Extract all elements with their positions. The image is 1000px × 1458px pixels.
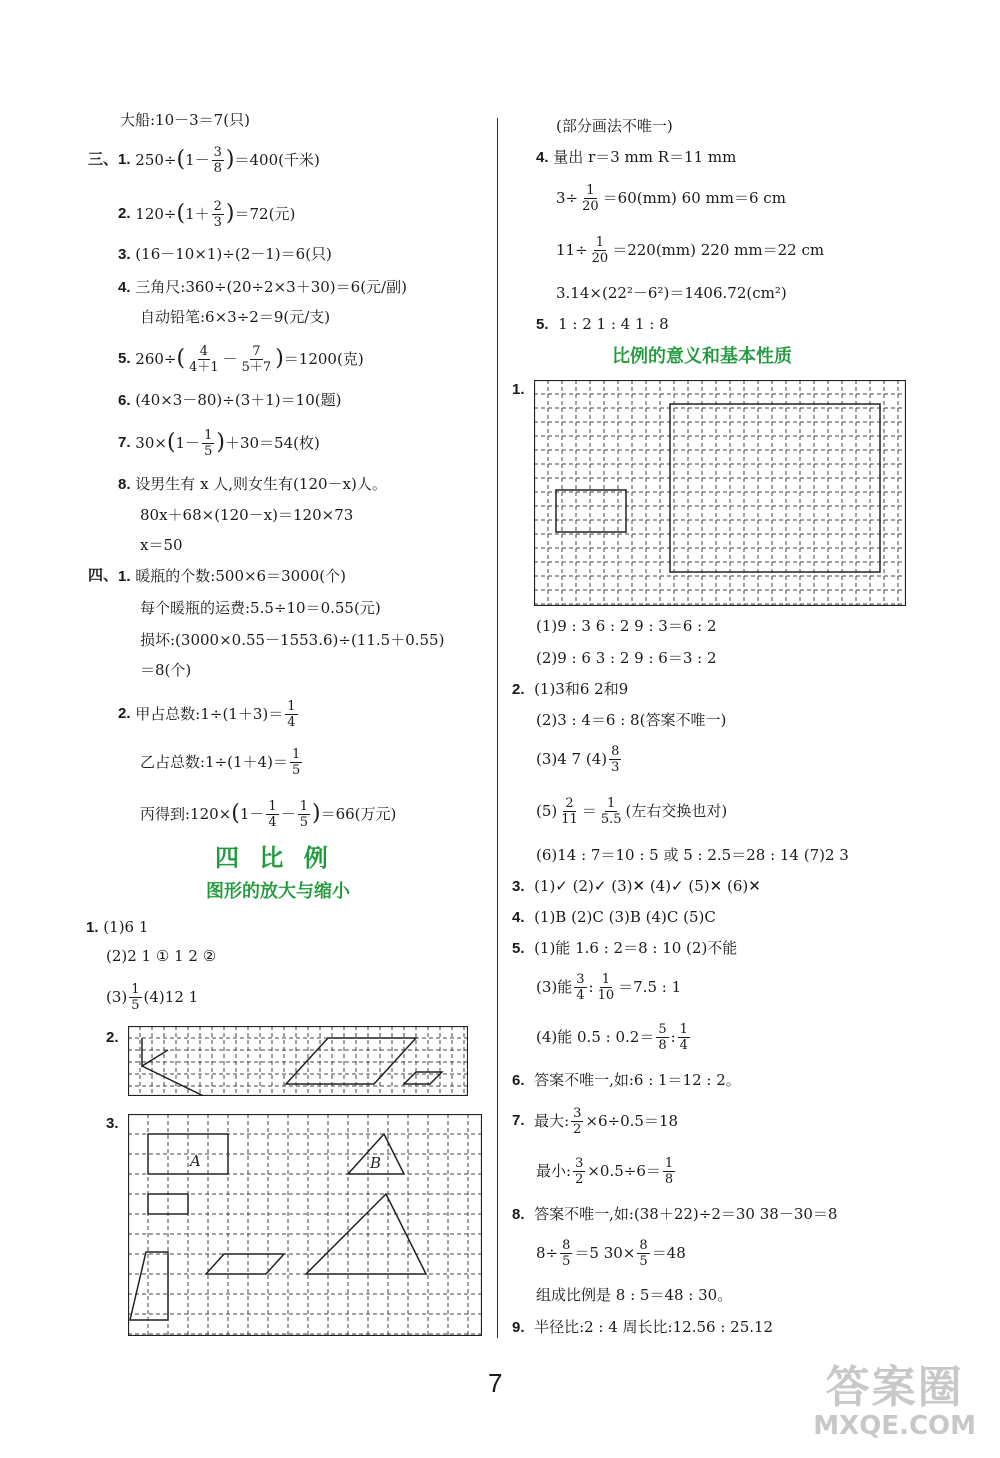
column-divider <box>497 118 498 1338</box>
eq-part: ＝7.5 : 1 <box>618 978 682 996</box>
eq-part: 最小: <box>536 1162 572 1180</box>
s3-q1 <box>118 146 320 174</box>
section-title: 图形的放大与缩小 <box>206 881 350 902</box>
r5 <box>536 314 669 335</box>
denominator: 4 <box>268 814 277 830</box>
eq-part: (3)能 <box>536 978 573 996</box>
label-a: A <box>190 1152 201 1170</box>
k2 <box>512 679 628 700</box>
denominator: 4＋1 <box>189 359 219 375</box>
s3-q5 <box>118 342 364 376</box>
denominator: 2 <box>575 1171 584 1187</box>
page-number: 7 <box>488 1368 503 1398</box>
eq-part: (左右交换也对) <box>625 802 728 820</box>
fraction <box>187 344 221 375</box>
q-number: 3. <box>512 878 525 895</box>
s3-q8 <box>118 474 387 495</box>
k9 <box>512 1317 773 1338</box>
q-number: 1. <box>118 568 131 585</box>
section-title: 比例的意义和基本性质 <box>612 346 792 367</box>
eq-part: ＝60(mm) 60 mm＝6 cm <box>602 189 786 207</box>
q-number: 4. <box>118 279 131 296</box>
fraction <box>590 235 611 266</box>
eq-part: : <box>588 978 594 996</box>
paren: ( <box>176 201 186 226</box>
k6 <box>512 1070 741 1091</box>
eq-part: ＝1200(克) <box>283 350 364 368</box>
numerator: 3 <box>576 971 585 987</box>
eq-part: ＝220(mm) 220 mm＝22 cm <box>612 241 825 259</box>
k1-a: (1)9 : 3 6 : 2 9 : 3＝6 : 2 <box>536 617 717 635</box>
denominator: 5.5 <box>600 811 622 827</box>
q-number: 8. <box>512 1206 525 1223</box>
numerator: 8 <box>639 1237 648 1253</box>
numerator: 8 <box>611 743 620 759</box>
watermark-line1: 答案圈 <box>825 1362 964 1413</box>
r4-c <box>556 234 824 266</box>
fraction <box>298 799 310 830</box>
s4-p2-a <box>118 698 300 730</box>
answer-text: (1)能 1.6 : 2＝8 : 10 (2)不能 <box>534 939 738 957</box>
answer-text: 1 : 2 1 : 4 1 : 8 <box>558 315 669 333</box>
s4-p1-line4: ＝8(个) <box>140 661 192 679</box>
denominator: 8 <box>213 160 222 176</box>
q-number: 5. <box>536 316 549 333</box>
paren: ( <box>231 801 240 826</box>
paren: ) <box>275 346 284 371</box>
small-rectangle <box>148 1194 188 1214</box>
q-number: 4. <box>512 909 525 926</box>
watermark-line2: MXQE.COM <box>813 1411 976 1441</box>
r4-d: 3.14×(22²－6²)＝1406.72(cm²) <box>556 284 787 302</box>
q-number: 8. <box>118 476 131 493</box>
label-b: B <box>370 1154 382 1172</box>
eq-part: 250÷ <box>135 151 177 169</box>
numerator: 1 <box>679 1021 688 1037</box>
s4-p2-c <box>140 798 396 830</box>
answer-text: (16－10×1)÷(2－1)＝6(只) <box>135 245 332 263</box>
denominator: 5 <box>299 814 308 830</box>
denominator: 5＋7 <box>241 359 272 375</box>
denominator: 11 <box>561 811 578 827</box>
denominator: 5 <box>131 997 140 1013</box>
r4 <box>536 147 736 168</box>
denominator: 2 <box>573 1121 582 1137</box>
k1-b: (2)9 : 6 3 : 2 9 : 6＝3 : 2 <box>536 649 717 667</box>
grid-figure-2 <box>128 1026 468 1096</box>
k7-a <box>512 1104 678 1138</box>
eq-part: 1－ <box>175 434 201 452</box>
numerator: 2 <box>213 198 222 214</box>
k1-number: 1. <box>512 381 525 398</box>
fraction <box>202 428 214 459</box>
eq-part: 120÷ <box>135 205 177 223</box>
denominator: 5 <box>562 1253 571 1269</box>
k5-c <box>536 1020 692 1054</box>
eq-part: 11÷ <box>556 241 588 259</box>
parallelogram <box>206 1254 284 1274</box>
s4-p1-line2: 每个暖瓶的运费:5.5÷10＝0.55(元) <box>140 599 381 617</box>
fraction <box>571 1106 583 1137</box>
fraction <box>240 344 274 375</box>
fraction <box>656 1022 668 1053</box>
paren: ( <box>176 346 186 371</box>
numerator: 1 <box>287 698 296 714</box>
q-number: 2. <box>118 205 131 222</box>
k8-c: 组成比例是 8 : 5＝48 : 30。 <box>536 1286 733 1304</box>
eq-part: (4)12 1 <box>143 988 199 1006</box>
section-4-label: 四、 <box>88 567 119 584</box>
numerator: 3 <box>573 1105 582 1121</box>
denominator: 8 <box>658 1037 667 1053</box>
chapter-title: 四 比 例 <box>215 844 334 872</box>
fraction <box>609 744 621 775</box>
numerator: 1 <box>299 798 308 814</box>
denominator: 4 <box>287 714 296 730</box>
e1-b: (2)2 1 ① 1 2 ② <box>106 947 217 965</box>
fraction <box>574 972 586 1003</box>
fraction <box>212 199 224 230</box>
numerator: 2 <box>565 795 574 811</box>
numerator: 1 <box>204 427 213 443</box>
k3 <box>512 876 761 897</box>
eq-part: (4)能 0.5 : 0.2＝ <box>536 1028 655 1046</box>
paren: ) <box>311 801 321 826</box>
trapezoid <box>130 1252 168 1320</box>
numerator: 8 <box>562 1237 571 1253</box>
eq-part: 甲占总数:1÷(1＋3)＝ <box>135 705 284 723</box>
denominator: 4 <box>576 987 585 1003</box>
eq-part: 乙占总数:1÷(1＋4)＝ <box>140 753 288 771</box>
eq-part: : <box>670 1028 676 1046</box>
numerator: 1 <box>607 795 616 811</box>
q-number: 1. <box>118 151 131 168</box>
denominator: 20 <box>591 250 609 266</box>
k8 <box>512 1204 837 1225</box>
answer-text: 三角尺:360÷(20÷2×3＋30)＝6(元/副) <box>135 278 407 296</box>
numerator: 1 <box>601 971 610 987</box>
fraction <box>129 982 141 1013</box>
eq-part: 8÷ <box>536 1244 559 1262</box>
fraction <box>573 1156 585 1187</box>
answer-text: (1)✓ (2)✓ (3)✕ (4)✓ (5)✕ (6)✕ <box>534 877 761 895</box>
fraction <box>290 747 302 778</box>
fraction <box>266 799 278 830</box>
e1-c <box>106 980 198 1014</box>
denominator: 5 <box>639 1253 648 1269</box>
eq-part: 3÷ <box>556 189 579 207</box>
eq-part: (5) <box>536 802 558 820</box>
q-number: 2. <box>118 705 131 722</box>
numerator: 3 <box>575 1155 584 1171</box>
eq-part: 最大: <box>534 1112 570 1130</box>
s3-q6 <box>118 390 341 411</box>
s3-q7 <box>118 428 320 458</box>
denominator: 3 <box>611 759 620 775</box>
eq-part: － <box>280 805 296 823</box>
small-rectangle <box>556 490 626 532</box>
s4-p1-line3: 损坏:(3000×0.55－1553.6)÷(11.5＋0.55) <box>140 631 445 649</box>
eq-part: ＝400(千米) <box>234 151 320 169</box>
k8-b <box>536 1236 686 1270</box>
denominator: 8 <box>664 1171 674 1187</box>
numerator: 5 <box>658 1021 667 1037</box>
eq-part: － <box>222 350 238 368</box>
eq-part: (3)4 7 (4) <box>536 750 608 768</box>
numerator: 1 <box>268 798 277 814</box>
paren: ) <box>225 147 235 172</box>
numerator: 1 <box>664 1155 674 1171</box>
q-number: 5. <box>118 350 131 367</box>
eq-part: ×0.5÷6＝ <box>587 1162 661 1180</box>
r4-b <box>556 182 786 214</box>
numerator: 7 <box>252 343 261 359</box>
q-number: 6. <box>512 1072 525 1089</box>
fraction <box>663 1156 675 1187</box>
s3-q8-line2: 80x＋68×(120－x)＝120×73 <box>140 506 354 524</box>
eq-part: 丙得到:120× <box>140 805 232 823</box>
fraction <box>678 1022 690 1053</box>
q-number: 9. <box>512 1319 525 1336</box>
answer-text: 设男生有 x 人,则女生有(120－x)人。 <box>135 475 387 493</box>
q-number: 7. <box>118 434 131 451</box>
denominator: 4 <box>679 1037 688 1053</box>
large-parallelogram <box>286 1038 416 1084</box>
numerator: 4 <box>199 343 208 359</box>
watermark-logo <box>813 1364 976 1440</box>
k7-b <box>536 1154 677 1188</box>
answer-text: 答案不唯一,如:6 : 1＝12 : 2。 <box>534 1071 741 1089</box>
boat-line: 大船:10－3＝7(只) <box>120 111 250 129</box>
fraction <box>285 699 297 730</box>
section-3-label: 三、 <box>88 151 119 168</box>
paren: ) <box>225 201 235 226</box>
s3-q4-line2: 自动铅笔:6×3÷2＝9(元/支) <box>140 308 331 326</box>
k5 <box>512 938 737 959</box>
k2-c <box>536 742 623 776</box>
k5-b <box>536 970 681 1004</box>
q-number: 3. <box>118 246 131 263</box>
q-number: 4. <box>536 149 549 166</box>
s4-p1 <box>118 566 346 587</box>
eq-part: 1＋ <box>185 205 210 223</box>
s4-p2-b <box>140 746 304 778</box>
answer-text: (40×3－80)÷(3＋1)＝10(题) <box>135 391 342 409</box>
answer-text: 半径比:2 : 4 周长比:12.56 : 25.12 <box>534 1318 774 1336</box>
eq-part: ＝ <box>581 802 597 820</box>
paren: ) <box>216 430 225 455</box>
denominator: 10 <box>597 987 615 1003</box>
k4 <box>512 907 716 928</box>
s3-q4 <box>118 277 407 298</box>
q-number: 7. <box>512 1112 525 1129</box>
eq-part: ＝48 <box>651 1244 686 1262</box>
answer-text: (1)3和6 2和9 <box>534 680 629 698</box>
denominator: 5 <box>291 762 301 778</box>
fraction <box>559 796 580 827</box>
eq-part: ×6÷0.5＝18 <box>585 1112 679 1130</box>
q-number: 6. <box>118 392 131 409</box>
answer-text: (1)6 1 <box>103 918 149 936</box>
denominator: 20 <box>582 198 599 214</box>
eq-part: (3) <box>106 988 128 1006</box>
eq-part: 260÷ <box>135 350 177 368</box>
grid-figure-3 <box>128 1114 482 1336</box>
numerator: 3 <box>213 144 222 160</box>
answer-text: 暖瓶的个数:500×6＝3000(个) <box>135 567 346 585</box>
fraction <box>599 796 624 827</box>
paren: ( <box>166 430 176 455</box>
e3-number: 3. <box>106 1115 119 1132</box>
paren: ( <box>176 147 186 172</box>
eq-part: ＝72(元) <box>234 205 296 223</box>
s3-q8-line3: x＝50 <box>140 536 183 554</box>
k2-b: (2)3 : 4＝6 : 8(答案不唯一) <box>536 711 727 729</box>
fraction <box>560 1238 572 1269</box>
fraction <box>596 972 617 1003</box>
k2-e: (6)14 : 7＝10 : 5 或 5 : 2.5＝28 : 14 (7)2 3 <box>536 846 849 864</box>
answer-text: (1)B (2)C (3)B (4)C (5)C <box>534 908 716 926</box>
answer-text: 答案不唯一,如:(38＋22)÷2＝30 38－30＝8 <box>534 1205 838 1223</box>
grid-figure-k1 <box>534 380 906 606</box>
fraction <box>637 1238 649 1269</box>
numerator: 1 <box>595 234 605 250</box>
k2-d <box>536 794 727 828</box>
s3-q3 <box>118 244 332 265</box>
eq-part: 30× <box>135 434 167 452</box>
q-number: 1. <box>86 919 99 936</box>
drawing-note: (部分画法不唯一) <box>556 117 673 135</box>
e1 <box>86 917 148 938</box>
eq-part: 1－ <box>185 151 210 169</box>
eq-part: ＝66(万元) <box>320 805 397 823</box>
numerator: 1 <box>586 182 595 198</box>
numerator: 1 <box>131 981 140 997</box>
numerator: 1 <box>291 746 301 762</box>
denominator: 3 <box>213 214 222 230</box>
fraction <box>580 183 601 214</box>
e2-number: 2. <box>106 1029 119 1046</box>
q-number: 2. <box>512 681 525 698</box>
answer-text: 量出 r＝3 mm R＝11 mm <box>553 148 737 166</box>
fraction <box>212 145 224 176</box>
denominator: 5 <box>204 443 213 459</box>
eq-part: ＝5 30× <box>574 1244 636 1262</box>
eq-part: 1－ <box>239 805 265 823</box>
s3-q2 <box>118 200 295 228</box>
eq-part: ＋30＝54(枚) <box>224 434 320 452</box>
q-number: 5. <box>512 940 525 957</box>
